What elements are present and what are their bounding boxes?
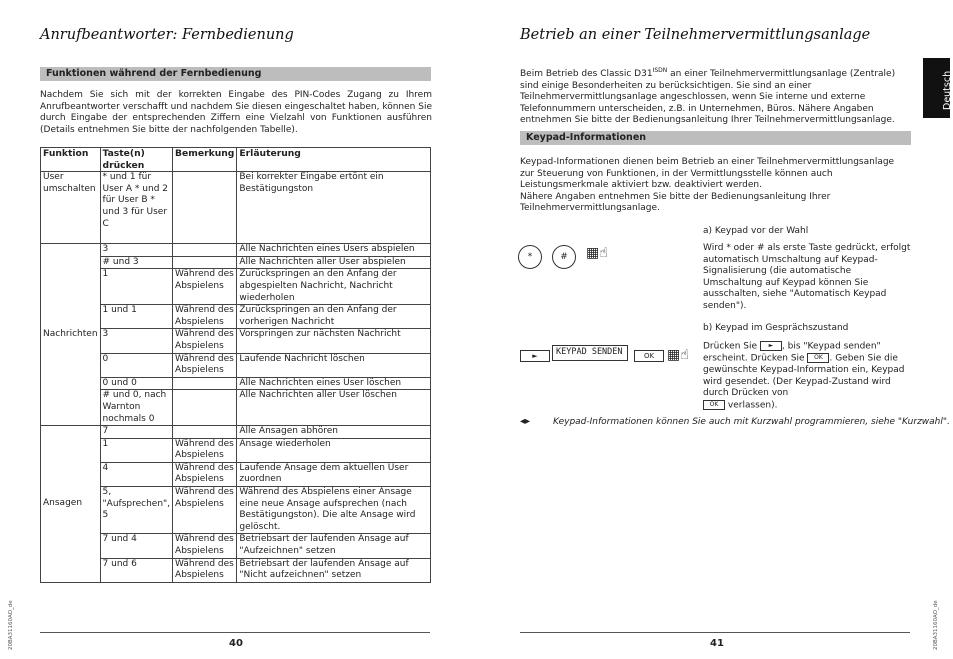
intro-paragraph: Nachdem Sie sich mit der korrekten Eingabe des PIN-Codes Zugang zu Ihrem Anrufbeantworter verschafft und nachdem Sie diesen eingeschaltet haben, können Sie durch Eingabe der entsprechenden Ziffern eine Vielzahl von Funktionen ausführen (Details entnehmen Sie bitte der nachfolgenden Tabelle). (40, 90, 432, 135)
functions-table (40, 147, 431, 583)
keys-cell: 5, "Aufsprechen", 5 (100, 487, 173, 534)
note-cell: Während des Abspielens (173, 305, 237, 329)
text: , bis "Keypad senden" erscheint. Drücken Sie (703, 341, 881, 364)
document-code: 20BA31160AO_de (8, 600, 14, 650)
keys-cell: 7 und 4 (100, 534, 173, 558)
keys-cell: # und 0, nach Warnton nochmals 0 (100, 390, 173, 426)
subheading-b: b) Keypad im Gesprächszustand (703, 323, 849, 333)
note-cell (173, 256, 237, 269)
keys-cell: 7 und 6 (100, 558, 173, 582)
explanation-cell: Laufende Ansage dem aktuellen User zuordnen (237, 462, 431, 486)
keypad-hand-icon: ▦☝ (667, 347, 689, 363)
explanation-cell: Alle Nachrichten aller User löschen (237, 390, 431, 426)
note-cell: Während des Abspielens (173, 269, 237, 305)
note-cell (173, 172, 237, 244)
ok-key-inline-icon: OK (703, 400, 725, 410)
note-cell: Während des Abspielens (173, 534, 237, 558)
intro-text: Beim Betrieb des Classic D31 (520, 69, 653, 79)
group-cell: Ansagen (41, 426, 101, 583)
intro-paragraph (520, 65, 910, 127)
footer-rule (520, 632, 910, 633)
section-heading: Funktionen während der Fernbedienung (40, 67, 431, 81)
explanation-cell: Während des Abspielens einer Ansage eine neue Ansage aufsprechen (nach Bestätigungston). Die alte Ansage wird gelöscht. (237, 487, 431, 534)
paragraph-b (703, 341, 913, 412)
keys-cell: 3 (100, 244, 173, 257)
note-cell: Während des Abspielens (173, 329, 237, 353)
section-heading: Keypad-Informationen (520, 131, 911, 145)
table-row (41, 244, 431, 257)
keypad-hand-icon: ▦☝ (586, 245, 608, 261)
keys-cell: 3 (100, 329, 173, 353)
explanation-cell: Alle Nachrichten eines Users abspielen (237, 244, 431, 257)
note-cell: Während des Abspielens (173, 462, 237, 486)
keys-cell: * und 1 für User A * und 2 für User B * und 3 für User C (100, 172, 173, 244)
header-cell: Funktion (41, 148, 101, 172)
section-paragraph (520, 157, 910, 215)
section-text: Nähere Angaben entnehmen Sie bitte der Bedienungsanleitung Ihrer Teilnehmervermittlungsanlage. (520, 191, 831, 214)
keys-cell: # und 3 (100, 256, 173, 269)
language-tab-label: Deutsch (942, 70, 953, 110)
language-tab (923, 58, 953, 118)
keys-cell: 1 (100, 269, 173, 305)
keys-cell: 0 (100, 353, 173, 377)
note-cell (173, 426, 237, 439)
explanation-cell: Laufende Nachricht löschen (237, 353, 431, 377)
arrow-key-inline-icon: ► (760, 341, 782, 351)
note-cell: Während des Abspielens (173, 438, 237, 462)
tip-icon: ◂▸ (520, 416, 531, 427)
note-cell: Während des Abspielens (173, 558, 237, 582)
right-page-title: Betrieb an einer Teilnehmervermittlungsanlage (520, 27, 871, 43)
paragraph-a: Wird * oder # als erste Taste gedrückt, erfolgt automatisch Umschaltung auf Keypad-Signalisierung (die automatische Umschaltung auf Keypad können Sie ausschalten, siehe "Automatisch Keypad senden"). (703, 243, 911, 311)
text: . Geben Sie die gewünschte Keypad-Information ein, Keypad wird gesendet. (Der Keypad-Zustand wird durch Drücken von (703, 353, 905, 399)
keys-cell: 1 (100, 438, 173, 462)
group-cell: Nachrichten (41, 244, 101, 426)
explanation-cell: Betriebsart der laufenden Ansage auf "Aufzeichnen" setzen (237, 534, 431, 558)
explanation-cell: Alle Ansagen abhören (237, 426, 431, 439)
note-cell (173, 244, 237, 257)
page-number: 40 (229, 638, 243, 649)
group-cell: User umschalten (41, 172, 101, 244)
arrow-button-icon: ► (520, 350, 550, 362)
tip-note: Keypad-Informationen können Sie auch mit Kurzwahl programmieren, siehe "Kurzwahl". (553, 417, 950, 427)
explanation-cell: Alle Nachrichten eines User löschen (237, 377, 431, 390)
explanation-cell: Alle Nachrichten aller User abspielen (237, 256, 431, 269)
table-header-row (41, 148, 431, 172)
document-code: 20BA31160AO_de (933, 600, 939, 650)
header-cell: Taste(n) drücken (100, 148, 173, 172)
explanation-cell: Zurückspringen an den Anfang der abgespielten Nachricht, Nachricht wiederholen (237, 269, 431, 305)
ok-button-icon: OK (634, 350, 664, 362)
explanation-cell: Vorspringen zur nächsten Nachricht (237, 329, 431, 353)
note-cell: Während des Abspielens (173, 353, 237, 377)
intro-text: an einer Teilnehmervermittlungsanlage (Zentrale) sind einige Besonderheiten zu berücksichtigen. Sie sind an einer Teilnehmervermittlungsanlage angeschlossen, wenn Sie interne und externe Telefonnummern unterscheiden, z.B. in Unternehmen, Büros. Nähere Angaben entnehmen Sie bitte der Bedienungsanleitung Ihrer Teilnehmervermittlungsanlage. (520, 69, 896, 126)
keys-cell: 4 (100, 462, 173, 486)
text: verlassen). (727, 400, 778, 411)
note-cell (173, 377, 237, 390)
keys-cell: 0 und 0 (100, 377, 173, 390)
explanation-cell: Ansage wiederholen (237, 438, 431, 462)
explanation-cell: Zurückspringen an den Anfang der vorherigen Nachricht (237, 305, 431, 329)
keys-cell: 7 (100, 426, 173, 439)
note-cell (173, 390, 237, 426)
table-row (41, 426, 431, 439)
keys-cell: 1 und 1 (100, 305, 173, 329)
note-cell: Während des Abspielens (173, 487, 237, 534)
hash-key-icon: # (552, 245, 576, 269)
ok-key-inline-icon: OK (807, 353, 829, 363)
text: Drücken Sie (703, 341, 758, 352)
explanation-cell: Betriebsart der laufenden Ansage auf "Nicht aufzeichnen" setzen (237, 558, 431, 582)
table-row (41, 172, 431, 244)
star-key-icon: * (518, 245, 542, 269)
subheading-a: a) Keypad vor der Wahl (703, 226, 809, 236)
left-page-title: Anrufbeantworter: Fernbedienung (40, 27, 294, 43)
display-icon: KEYPAD SENDEN (552, 345, 628, 361)
explanation-cell: Bei korrekter Eingabe ertönt ein Bestätigungston (237, 172, 431, 244)
isdn-superscript: ISDN (652, 67, 668, 74)
header-cell: Erläuterung (237, 148, 431, 172)
header-cell: Bemerkung (173, 148, 237, 172)
section-text: Keypad-Informationen dienen beim Betrieb an einer Teilnehmervermittlungsanlage zur Steuerung von Funktionen, in der Vermittlungsstelle können auch Leistungsmerkmale aktiviert bzw. deaktiviert werden. (520, 157, 895, 191)
page-number: 41 (710, 638, 724, 649)
footer-rule (40, 632, 430, 633)
